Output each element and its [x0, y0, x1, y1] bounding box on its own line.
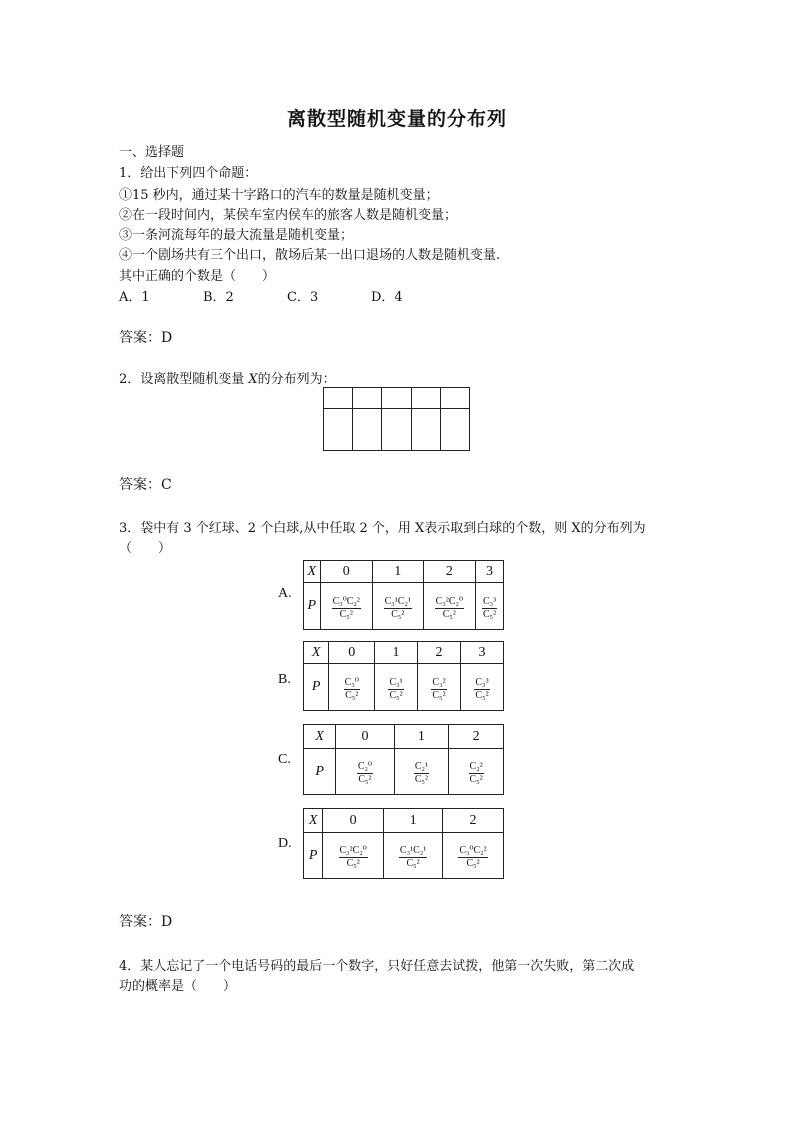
header-cell: 2: [418, 642, 461, 664]
section-heading: 一、选择题: [119, 145, 185, 160]
denominator: C₅²: [389, 689, 403, 701]
q3-option-b-label: B.: [278, 672, 291, 687]
prob-cell: [443, 833, 504, 879]
q2-stem: [119, 368, 336, 387]
header-cell: 1: [375, 642, 418, 664]
q3-option-c-table: [303, 724, 504, 795]
denominator: C₅²: [469, 774, 483, 785]
cell: [353, 409, 382, 451]
header-cell: 2: [443, 809, 504, 833]
q1-stem: 1．给出下列四个命题：: [119, 166, 258, 181]
q2-empty-table: [323, 387, 470, 451]
denominator: C₅²: [482, 608, 497, 620]
q1-item-3: ③一条河流每年的最大流量是随机变量；: [119, 228, 354, 243]
denominator: C₅²: [466, 858, 480, 869]
cell: [353, 388, 382, 409]
prob-cell: [384, 833, 443, 879]
header-cell: X: [304, 561, 321, 583]
denominator: C₅²: [391, 608, 405, 620]
q1-item-1: ①15 秒内，通过某十字路口的汽车的数量是随机变量；: [119, 188, 439, 203]
numerator: C₃²: [432, 676, 446, 688]
cell: [382, 388, 411, 409]
header-cell: 0: [323, 809, 384, 833]
header-cell: 1: [394, 725, 449, 749]
denominator: C₅²: [414, 774, 428, 785]
numerator: C₃⁰: [344, 676, 359, 688]
numerator: C₃⁰C₂²: [332, 595, 360, 607]
numerator: C₃¹C₂¹: [384, 595, 411, 607]
q2-answer: 答案：C: [119, 477, 172, 493]
prob-cell: [460, 664, 503, 711]
numerator: C₃²C₂⁰: [339, 845, 367, 856]
numerator: C₂²: [469, 761, 483, 772]
row-label: P: [304, 664, 329, 711]
q1-item-2: ②在一段时间内，某侯车室内侯车的旅客人数是随机变量；: [119, 208, 458, 223]
q1-options: [119, 286, 455, 305]
row-label: P: [304, 833, 323, 879]
header-cell: 3: [476, 561, 504, 583]
cell: [382, 409, 411, 451]
row-label: P: [304, 749, 336, 795]
header-cell: 1: [384, 809, 443, 833]
q3-option-d-table: [303, 808, 504, 879]
q2-stem-pre: 2．设离散型随机变量: [119, 372, 249, 387]
prob-cell: [394, 749, 449, 795]
prob-cell: [320, 583, 372, 630]
numerator: C₃⁰C₂²: [459, 845, 487, 856]
denominator: C₅²: [345, 689, 359, 701]
denominator: C₅²: [346, 858, 360, 869]
q2-stem-post: 的分布列为：: [257, 372, 336, 387]
denominator: C₅²: [475, 689, 489, 701]
q3-stem-line2: （ ）: [119, 541, 172, 556]
q2-var: X: [248, 372, 258, 387]
q3-option-b-table: [303, 641, 504, 711]
header-cell: 0: [320, 561, 372, 583]
numerator: C₃³: [475, 676, 489, 688]
prob-cell: [423, 583, 475, 630]
cell: [411, 409, 440, 451]
denominator: C₅²: [442, 608, 456, 620]
q3-stem-line1: 3．袋中有 3 个红球、2 个白球,从中任取 2 个，用 X表示取到白球的个数，则 X的分布列为: [119, 521, 646, 536]
cell: [324, 409, 353, 451]
q4-line2: 功的概率是（ ）: [119, 979, 237, 994]
row-label: P: [304, 583, 321, 630]
denominator: C₅²: [406, 858, 420, 869]
header-cell: X: [304, 725, 336, 749]
prob-cell: [372, 583, 423, 630]
cell: [440, 409, 469, 451]
numerator: C₂¹: [414, 761, 428, 772]
denominator: C₅²: [432, 689, 446, 701]
q1-answer: 答案：D: [119, 330, 173, 346]
prob-cell: [323, 833, 384, 879]
header-cell: 0: [329, 642, 375, 664]
q1-option-a: A．1: [119, 290, 150, 305]
q3-option-d-label: D.: [278, 836, 292, 851]
cell: [440, 388, 469, 409]
header-cell: 1: [372, 561, 423, 583]
prob-cell: [329, 664, 375, 711]
numerator: C₃¹C₂¹: [399, 845, 427, 856]
denominator: C₅²: [339, 608, 353, 620]
header-cell: X: [304, 642, 329, 664]
denominator: C₅²: [358, 774, 372, 785]
header-cell: 2: [449, 725, 504, 749]
header-cell: 2: [423, 561, 475, 583]
q1-option-d: D．4: [371, 290, 403, 305]
numerator: C₃¹: [389, 676, 403, 688]
q3-option-a-label: A.: [278, 586, 292, 601]
q1-question: 其中正确的个数是（ ）: [119, 269, 276, 284]
q3-option-a-table: [303, 560, 504, 630]
q1-option-b: B．2: [203, 290, 234, 305]
header-cell: X: [304, 809, 323, 833]
header-cell: 3: [460, 642, 503, 664]
numerator: C₃²C₂⁰: [435, 595, 463, 607]
page-title: 离散型随机变量的分布列: [286, 108, 507, 130]
cell: [411, 388, 440, 409]
prob-cell: [336, 749, 394, 795]
q4-line1: 4．某人忘记了一个电话号码的最后一个数字，只好任意去试拨，他第一次失败，第二次成: [119, 959, 635, 974]
prob-cell: [449, 749, 504, 795]
numerator: C₂⁰: [357, 761, 373, 772]
prob-cell: [375, 664, 418, 711]
prob-cell: [418, 664, 461, 711]
q3-answer: 答案：D: [119, 914, 173, 930]
cell: [324, 388, 353, 409]
numerator: C₃³: [482, 595, 497, 607]
header-cell: 0: [336, 725, 394, 749]
prob-cell: [476, 583, 504, 630]
q3-option-c-label: C.: [278, 752, 291, 767]
q1-option-c: C．3: [287, 290, 319, 305]
q1-item-4: ④一个剧场共有三个出口，散场后某一出口退场的人数是随机变量.: [119, 248, 501, 263]
